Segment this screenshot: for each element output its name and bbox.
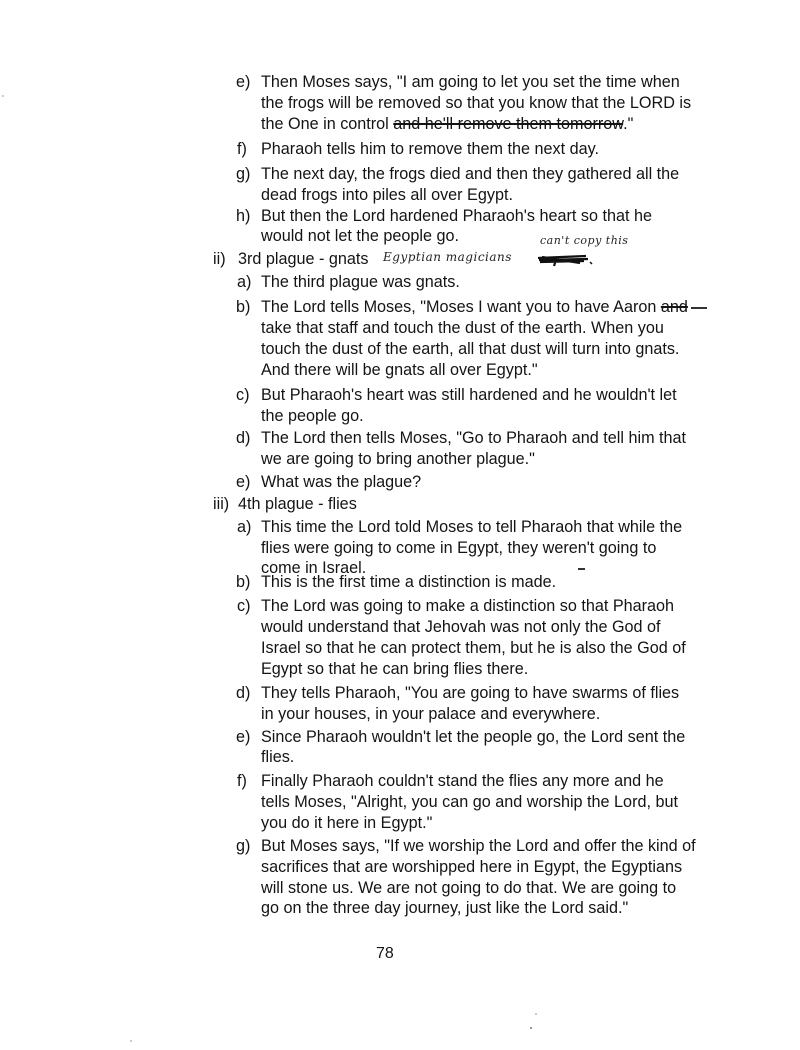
item-text: The Lord tells Moses, "Moses I want you to have Aaron [261,298,661,316]
scan-speck [530,1027,532,1029]
item-text: come in Israel. [261,559,367,577]
item-text: And there will be gnats all over Egypt." [261,361,538,379]
scan-speck [130,1040,132,1042]
pen-stroke [691,307,707,309]
item-text: the frogs will be removed so that you know that the LORD is [261,94,692,112]
item-text: the people go. [261,407,364,425]
section-label: ii) [213,250,226,268]
item-text: the One in control [261,115,394,133]
item-text: would not let the people go. [261,227,459,245]
item-text: flies. [261,748,295,766]
pen-mark [578,568,585,570]
item-text: take that staff and touch the dust of the earth. When you [261,319,664,337]
scribbled-out-word [536,250,596,268]
item-text: we are going to bring another plague." [261,450,535,468]
item-text: flies were going to come in Egypt, they weren't going to [261,539,657,557]
section-label: iii) [213,495,230,513]
struck-text: and [660,298,688,316]
item-label: f) [237,772,247,790]
item-text: will stone us. We are not going to do that. We are going to [261,879,677,897]
handwritten-note: Egyptian magicians [383,250,512,264]
item-text: ." [623,115,634,133]
item-label: e) [236,73,251,91]
struck-text: and he'll remove them tomorrow [393,115,624,133]
section-heading: 3rd plague - gnats [238,250,369,268]
item-text: you do it here in Egypt." [261,814,433,832]
item-label: e) [236,473,251,491]
item-text: dead frogs into piles all over Egypt. [261,186,513,204]
item-text: But Moses says, "If we worship the Lord and offer the kind of [261,837,696,855]
item-text: would understand that Jehovah was not only the God of [261,618,661,636]
item-text: Finally Pharaoh couldn't stand the flies any more and he [261,772,664,790]
item-text: But Pharaoh's heart was still hardened and he wouldn't let [261,386,677,404]
item-text: tells Moses, "Alright, you can go and worship the Lord, but [261,793,678,811]
item-label: c) [237,597,251,615]
item-text: Israel so that he can protect them, but he is also the God of [261,639,686,657]
handwritten-note-above: can't copy this [540,234,629,247]
item-label: a) [237,518,252,536]
item-text: This time the Lord told Moses to tell Pharaoh that while the [261,518,683,536]
item-label: e) [236,728,251,746]
item-label: h) [236,207,251,225]
item-label: a) [237,273,252,291]
item-label: f) [237,140,247,158]
item-label: g) [236,837,251,855]
item-text: The third plague was gnats. [261,273,460,291]
item-text: The Lord was going to make a distinction so that Pharaoh [261,597,675,615]
item-text: go on the three day journey, just like the Lord said." [261,899,629,917]
item-label: g) [236,165,251,183]
item-text: What was the plague? [261,473,422,491]
item-text-with-strike [261,297,688,317]
item-text: Egypt so that he can bring flies there. [261,660,529,678]
item-label: d) [236,684,251,702]
item-text: The Lord then tells Moses, "Go to Pharaoh and tell him that [261,429,687,447]
item-text: in your houses, in your palace and everywhere. [261,705,601,723]
item-text: Then Moses says, "I am going to let you set the time when [261,73,680,91]
item-label: c) [236,386,250,404]
item-text: They tells Pharaoh, "You are going to have swarms of flies [261,684,680,702]
item-text: This is the first time a distinction is made. [261,573,557,591]
page-number: 78 [376,945,394,962]
item-text: Pharaoh tells him to remove them the next day. [261,140,600,158]
item-text: The next day, the frogs died and then they gathered all the [261,165,680,183]
item-text-with-strike [261,114,633,134]
item-text: But then the Lord hardened Pharaoh's heart so that he [261,207,652,225]
item-text: Since Pharaoh wouldn't let the people go, the Lord sent the [261,728,686,746]
item-text: sacrifices that are worshipped here in Egypt, the Egyptians [261,858,683,876]
scan-speck [2,95,4,97]
item-label: b) [236,573,251,591]
item-label: d) [236,429,251,447]
item-label: b) [236,298,251,316]
scan-speck [535,1013,537,1015]
item-text: touch the dust of the earth, all that dust will turn into gnats. [261,340,680,358]
section-heading: 4th plague - flies [238,495,357,513]
